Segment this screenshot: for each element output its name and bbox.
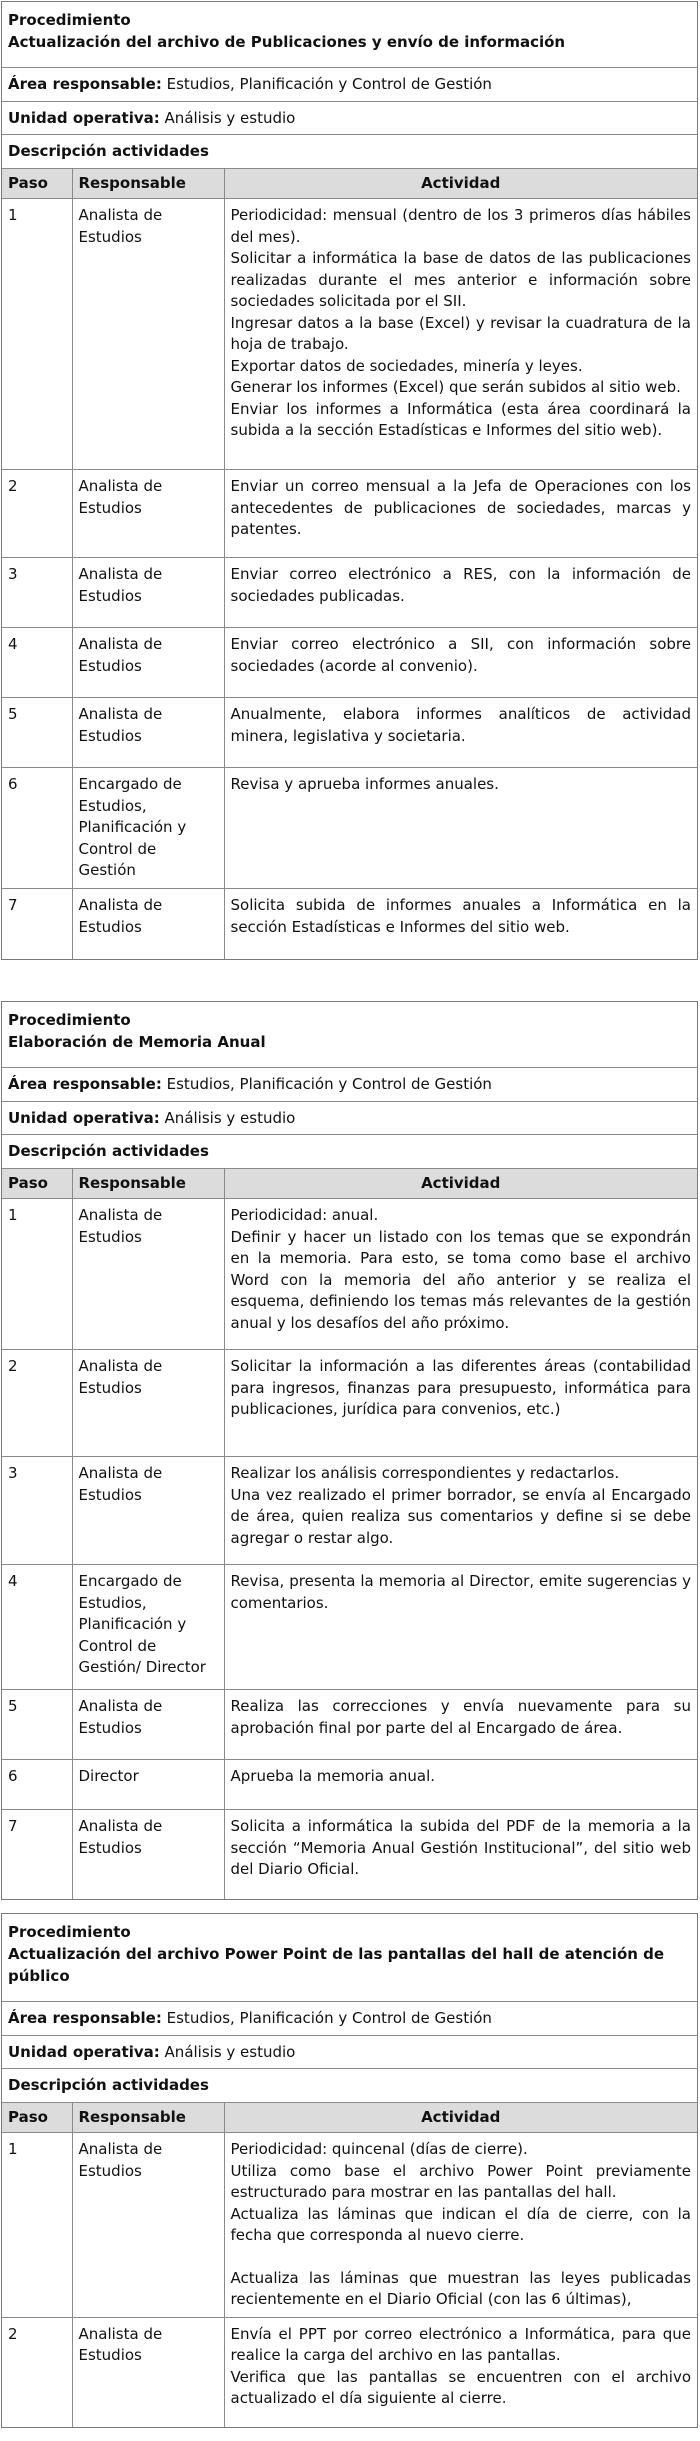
procedure-table: [2, 2, 697, 959]
unit-label: Unidad operativa:: [8, 108, 160, 127]
area-value: Estudios, Planificación y Control de Gestión: [166, 1075, 492, 1093]
activities-title: Descripción actividades: [2, 135, 697, 169]
actividad-line: Aprueba la memoria anual.: [230, 1767, 436, 1785]
unit-value: Análisis y estudio: [164, 2042, 296, 2061]
procedure-title: Actualización del archivo Power Point de las pantallas del hall de atención de público: [8, 1945, 665, 1985]
actividad-line: Solicitar la información a las diferentes áreas (contabilidad para ingresos, finanzas para presupuesto, informática para publicaciones, jurídica para convenios, etc.): [230, 1357, 691, 1418]
actividad-line: Solicita subida de informes anuales a Informática en la sección Estadísticas e Informes del sitio web.: [230, 896, 691, 936]
responsable-cell: Analista de Estudios: [72, 628, 224, 698]
table-row: [2, 1457, 697, 1565]
paso-cell: 6: [2, 1760, 72, 1810]
table-row: [2, 199, 697, 470]
paso-cell: 4: [2, 628, 72, 698]
actividad-cell: [224, 768, 697, 889]
actividad-spacer: [231, 2247, 692, 2268]
responsable-cell: Analista de Estudios: [72, 2317, 224, 2427]
paso-cell: 5: [2, 1690, 72, 1760]
responsable-cell: Analista de Estudios: [72, 698, 224, 768]
actividad-cell: [224, 1810, 697, 1899]
table-row: [2, 889, 697, 959]
table-row: [2, 1690, 697, 1760]
actividad-cell: [224, 1350, 697, 1457]
procedure-title: Elaboración de Memoria Anual: [8, 1033, 266, 1051]
unit-value: Análisis y estudio: [164, 108, 296, 127]
actividad-line: Periodicidad: mensual (dentro de los 3 primeros días hábiles del mes).: [230, 206, 691, 246]
paso-cell: 1: [2, 1199, 72, 1350]
actividad-cell: [224, 1760, 697, 1810]
procedure-label: Procedimiento: [8, 11, 131, 29]
area-label: Área responsable:: [8, 75, 162, 93]
responsable-cell: Director: [72, 1760, 224, 1810]
paso-cell: 1: [2, 199, 72, 470]
responsable-cell: Analista de Estudios: [72, 470, 224, 558]
responsable-cell: Analista de Estudios: [72, 1457, 224, 1565]
actividad-line: Revisa, presenta la memoria al Director, emite sugerencias y comentarios.: [230, 1572, 691, 1612]
actividad-cell: [224, 1565, 697, 1690]
actividad-line: Una vez realizado el primer borrador, se envía al Encargado de área, quien realiza sus comentarios y define si se debe agregar o restar algo.: [230, 1485, 691, 1547]
actividad-line: Solicita a informática la subida del PDF de la memoria a la sección “Memoria Anual Gestión Institucional”, del sitio web del Diario Oficial.: [230, 1817, 691, 1878]
header-paso: Paso: [2, 1168, 72, 1199]
procedure-label: Procedimiento: [8, 1923, 131, 1941]
actividad-cell: [224, 558, 697, 628]
responsable-cell: Analista de Estudios: [72, 1350, 224, 1457]
actividad-cell: [224, 1690, 697, 1760]
procedure-table: [2, 1914, 697, 2427]
area-row: [2, 1068, 697, 1102]
table-row: [2, 1565, 697, 1690]
actividad-cell: [224, 628, 697, 698]
procedure-label: Procedimiento: [8, 1011, 131, 1029]
unit-row: [2, 2035, 697, 2069]
table-row: [2, 1760, 697, 1810]
actividad-line: Envía el PPT por correo electrónico a Informática, para que realice la carga del archivo en las pantallas.: [230, 2324, 691, 2364]
unit-row: [2, 101, 697, 135]
table-row: [2, 768, 697, 889]
table-row: [2, 470, 697, 558]
actividad-line: Enviar los informes a Informática (esta área coordinará la subida a la sección Estadísticas e Informes del sitio web).: [230, 399, 691, 439]
header-responsable: Responsable: [72, 1168, 224, 1199]
procedure-title-cell: [2, 2, 697, 68]
actividad-cell: [224, 470, 697, 558]
actividad-cell: [224, 2133, 697, 2318]
actividad-line: Definir y hacer un listado con los temas que se expondrán en la memoria. Para esto, se toma como base el archivo Word con la memoria del año anterior y se realiza el esquema, definiendo los temas más relevantes de la gestión anual y los desafíos del año próximo.: [230, 1227, 691, 1332]
header-actividad: Actividad: [224, 2102, 697, 2133]
unit-value: Análisis y estudio: [164, 1108, 296, 1127]
actividad-cell: [224, 199, 697, 470]
actividad-line: Generar los informes (Excel) que serán subidos al sitio web.: [230, 378, 681, 396]
paso-cell: 3: [2, 558, 72, 628]
table-row: [2, 698, 697, 768]
paso-cell: 3: [2, 1457, 72, 1565]
actividad-cell: [224, 698, 697, 768]
responsable-cell: Analista de Estudios: [72, 1199, 224, 1350]
responsable-cell: Analista de Estudios: [72, 1690, 224, 1760]
header-paso: Paso: [2, 2102, 72, 2133]
actividad-line: Realiza las correcciones y envía nuevamente para su aprobación final por parte del al Encargado de área.: [230, 1697, 691, 1737]
header-responsable: Responsable: [72, 168, 224, 199]
procedure-table: [2, 1002, 697, 1899]
procedure-title: Actualización del archivo de Publicaciones y envío de información: [8, 33, 566, 51]
table-row: [2, 2133, 697, 2318]
header-actividad: Actividad: [224, 1168, 697, 1199]
paso-cell: 1: [2, 2133, 72, 2318]
unit-label: Unidad operativa:: [8, 1108, 160, 1127]
actividad-line: Actualiza las láminas que muestran las leyes publicadas recientemente en el Diario Oficial (con las 6 últimas),: [230, 2268, 691, 2308]
actividad-cell: [224, 1457, 697, 1565]
actividad-line: Enviar correo electrónico a RES, con la información de sociedades publicadas.: [230, 565, 691, 605]
table-row: [2, 558, 697, 628]
actividad-line: Enviar correo electrónico a SII, con información sobre sociedades (acorde al convenio).: [230, 635, 691, 675]
actividad-cell: [224, 1199, 697, 1350]
table-row: [2, 1199, 697, 1350]
area-value: Estudios, Planificación y Control de Gestión: [166, 75, 492, 93]
paso-cell: 4: [2, 1565, 72, 1690]
responsable-cell: Analista de Estudios: [72, 1810, 224, 1899]
paso-cell: 7: [2, 889, 72, 959]
table-row: [2, 628, 697, 698]
procedure-2: [1, 1001, 698, 1900]
area-row: [2, 68, 697, 102]
actividad-line: Periodicidad: anual.: [230, 1206, 379, 1224]
procedure-title-cell: [2, 1002, 697, 1068]
actividad-line: Anualmente, elabora informes analíticos de actividad minera, legislativa y societaria.: [230, 705, 691, 745]
actividad-line: Enviar un correo mensual a la Jefa de Operaciones con los antecedentes de publicaciones de sociedades, marcas y patentes.: [230, 477, 691, 538]
paso-cell: 5: [2, 698, 72, 768]
actividad-line: Ingresar datos a la base (Excel) y revisar la cuadratura de la hoja de trabajo.: [230, 313, 691, 353]
actividad-line: Actualiza las láminas que indican el día de cierre, con la fecha que corresponda al nuevo cierre.: [230, 2204, 691, 2244]
responsable-cell: Analista de Estudios: [72, 889, 224, 959]
responsable-cell: Encargado de Estudios, Planificación y Control de Gestión/ Director: [72, 1565, 224, 1690]
actividad-line: Solicitar a informática la base de datos de las publicaciones realizadas durante el mes anterior e información sobre sociedades solicitada por el SII.: [230, 249, 691, 310]
table-row: [2, 1810, 697, 1899]
actividad-cell: [224, 889, 697, 959]
actividad-line: Exportar datos de sociedades, minería y leyes.: [230, 356, 583, 375]
table-row: [2, 1350, 697, 1457]
area-row: [2, 2002, 697, 2036]
paso-cell: 6: [2, 768, 72, 889]
area-value: Estudios, Planificación y Control de Gestión: [166, 2009, 492, 2027]
activities-title: Descripción actividades: [2, 1135, 697, 1169]
responsable-cell: Analista de Estudios: [72, 199, 224, 470]
header-responsable: Responsable: [72, 2102, 224, 2133]
actividad-line: Revisa y aprueba informes anuales.: [230, 775, 499, 793]
procedure-1: [1, 1, 698, 960]
actividad-line: Periodicidad: quincenal (días de cierre).: [230, 2140, 528, 2158]
actividad-line: Verifica que las pantallas se encuentren con el archivo actualizado el día siguiente al cierre.: [230, 2367, 691, 2407]
unit-label: Unidad operativa:: [8, 2042, 160, 2061]
responsable-cell: Analista de Estudios: [72, 558, 224, 628]
paso-cell: 2: [2, 1350, 72, 1457]
activities-title: Descripción actividades: [2, 2069, 697, 2103]
paso-cell: 2: [2, 470, 72, 558]
procedure-3: [1, 1913, 698, 2428]
header-actividad: Actividad: [224, 168, 697, 199]
paso-cell: 2: [2, 2317, 72, 2427]
responsable-cell: Analista de Estudios: [72, 2133, 224, 2318]
actividad-cell: [224, 2317, 697, 2427]
unit-row: [2, 1101, 697, 1135]
actividad-line: Realizar los análisis correspondientes y redactarlos.: [230, 1464, 620, 1482]
table-row: [2, 2317, 697, 2427]
header-paso: Paso: [2, 168, 72, 199]
area-label: Área responsable:: [8, 1075, 162, 1093]
actividad-line: Utiliza como base el archivo Power Point previamente estructurado para mostrar en las pantallas del hall.: [230, 2161, 691, 2201]
responsable-cell: Encargado de Estudios, Planificación y Control de Gestión: [72, 768, 224, 889]
area-label: Área responsable:: [8, 2009, 162, 2027]
paso-cell: 7: [2, 1810, 72, 1899]
procedure-title-cell: [2, 1914, 697, 2002]
